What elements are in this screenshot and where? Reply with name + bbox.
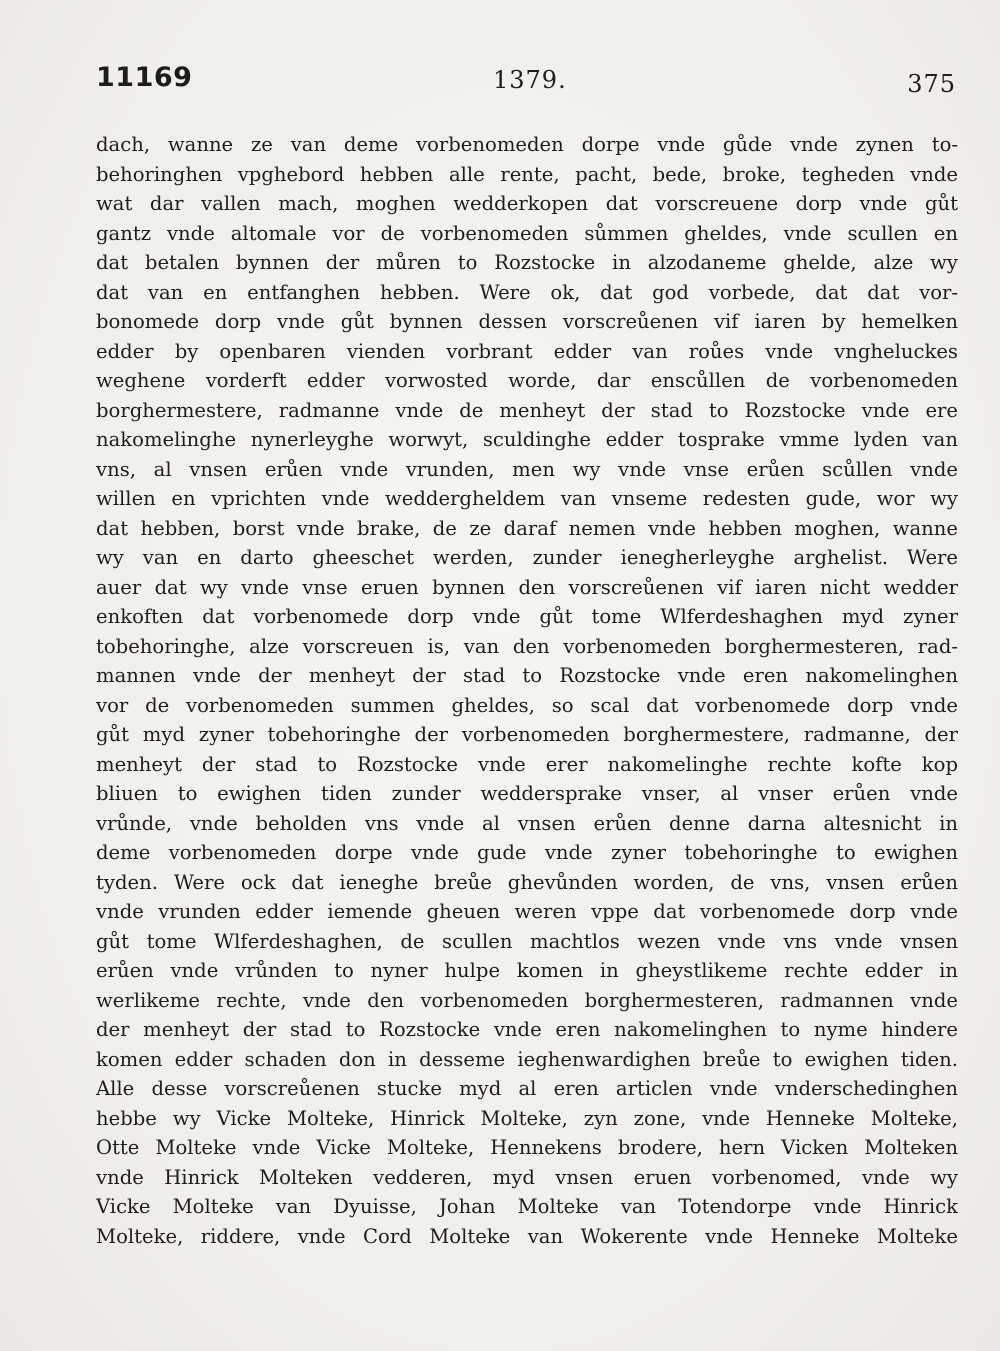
text-line: komen edder schaden don in desseme ieghenwardighen breůe to ewighen tiden. xyxy=(96,1047,958,1071)
body-text xyxy=(96,130,958,1251)
text-line: dat hebben, borst vnde brake, de ze daraf nemen vnde hebben moghen, wanne xyxy=(96,516,958,540)
text-line: willen en vprichten vnde weddergheldem van vnseme redesten gude, wor wy xyxy=(96,487,958,510)
text-line: gůt tome Wlferdeshaghen, de scullen machtlos wezen vnde vns vnde vnsen xyxy=(96,929,958,953)
text-line: gůt myd zyner tobehoringhe der vorbenomeden borghermestere, radmanne, der xyxy=(96,723,958,746)
text-line: dat betalen bynnen der můren to Rozstocke in alzodaneme ghelde, alze wy xyxy=(96,251,958,274)
text-line: erůen vnde vrůnden to nyner hulpe komen in gheystlikeme rechte edder in xyxy=(96,959,958,982)
text-line: dach, wanne ze van deme vorbenomeden dorpe vnde gůde vnde zynen to- xyxy=(96,133,958,156)
text-line: vnde vrunden edder iemende gheuen weren vppe dat vorbenomede dorp vnde xyxy=(96,900,958,923)
text-line: weghene vorderft edder vorwosted worde, dar enscůllen de vorbenomeden xyxy=(96,369,958,392)
text-line: bliuen to ewighen tiden zunder weddersprake vnser, al vnser erůen vnde xyxy=(96,782,958,805)
text-line: der menheyt der stad to Rozstocke vnde eren nakomelinghen to nyme hindere xyxy=(96,1018,958,1041)
text-line: werlikeme rechte, vnde den vorbenomeden borghermesteren, radmannen vnde xyxy=(96,988,958,1012)
text-line: Vicke Molteke van Dyuisse, Johan Molteke van Totendorpe vnde Hinrick xyxy=(96,1195,958,1218)
text-line: mannen vnde der menheyt der stad to Rozstocke vnde eren nakomelinghen xyxy=(96,664,958,687)
text-line: auer dat wy vnde vnse eruen bynnen den vorscreůenen vif iaren nicht wedder xyxy=(96,575,958,599)
text-line: tyden. Were ock dat ieneghe breůe ghevůnden worden, de vns, vnsen erůen xyxy=(96,870,958,894)
text-line: borghermestere, radmanne vnde de menheyt der stad to Rozstocke vnde ere xyxy=(96,398,958,422)
text-line: edder by openbaren vienden vorbrant edder van roůes vnde vngheluckes xyxy=(96,339,958,363)
text-line: menheyt der stad to Rozstocke vnde erer nakomelinghe rechte kofte kop xyxy=(96,752,958,776)
document-year: 1379. xyxy=(493,66,567,94)
text-line: vor de vorbenomeden summen gheldes, so scal dat vorbenomede dorp vnde xyxy=(96,693,958,717)
text-line: wat dar vallen mach, moghen wedderkopen dat vorscreuene dorp vnde gůt xyxy=(96,192,958,215)
text-line: behoringhen vpghebord hebben alle rente, pacht, bede, broke, tegheden vnde xyxy=(96,162,958,186)
text-line: hebbe wy Vicke Molteke, Hinrick Molteke, zyn zone, vnde Henneke Molteke, xyxy=(96,1106,958,1130)
text-line: bonomede dorp vnde gůt bynnen dessen vorscreůenen vif iaren by hemelken xyxy=(96,310,958,333)
text-line: tobehoringhe, alze vorscreuen is, van den vorbenomeden borghermesteren, rad- xyxy=(96,634,958,658)
text-line: Molteke, riddere, vnde Cord Molteke van Wokerente vnde Henneke Molteke xyxy=(96,1224,958,1248)
text-line: deme vorbenomeden dorpe vnde gude vnde zyner tobehoringhe to ewighen xyxy=(96,841,958,864)
text-line: vrůnde, vnde beholden vns vnde al vnsen erůen denne darna altesnicht in xyxy=(96,811,958,835)
text-line: gantz vnde altomale vor de vorbenomeden sůmmen gheldes, vnde scullen en xyxy=(96,221,958,245)
text-line: enkoften dat vorbenomede dorp vnde gůt tome Wlferdeshaghen myd zyner xyxy=(96,605,958,628)
text-line: dat van en entfanghen hebben. Were ok, dat god vorbede, dat dat vor- xyxy=(96,280,958,304)
text-line: wy van en darto gheeschet werden, zunder ienegherleyghe arghelist. Were xyxy=(96,546,958,569)
text-line: vns, al vnsen erůen vnde vrunden, men wy vnde vnse erůen scůllen vnde xyxy=(96,457,958,481)
text-line: nakomelinghe nynerleyghe worwyt, sculdinghe edder tosprake vmme lyden van xyxy=(96,428,958,451)
page-header xyxy=(96,62,956,102)
text-line: vnde Hinrick Molteken vedderen, myd vnsen eruen vorbenomed, vnde wy xyxy=(96,1165,958,1189)
text-line: Otte Molteke vnde Vicke Molteke, Hennekens brodere, hern Vicken Molteken xyxy=(96,1136,958,1159)
document-number: 11169 xyxy=(96,62,193,93)
text-line: Alle desse vorscreůenen stucke myd al eren articlen vnde vnderschedinghen xyxy=(96,1077,958,1100)
page-number: 375 xyxy=(907,70,956,98)
